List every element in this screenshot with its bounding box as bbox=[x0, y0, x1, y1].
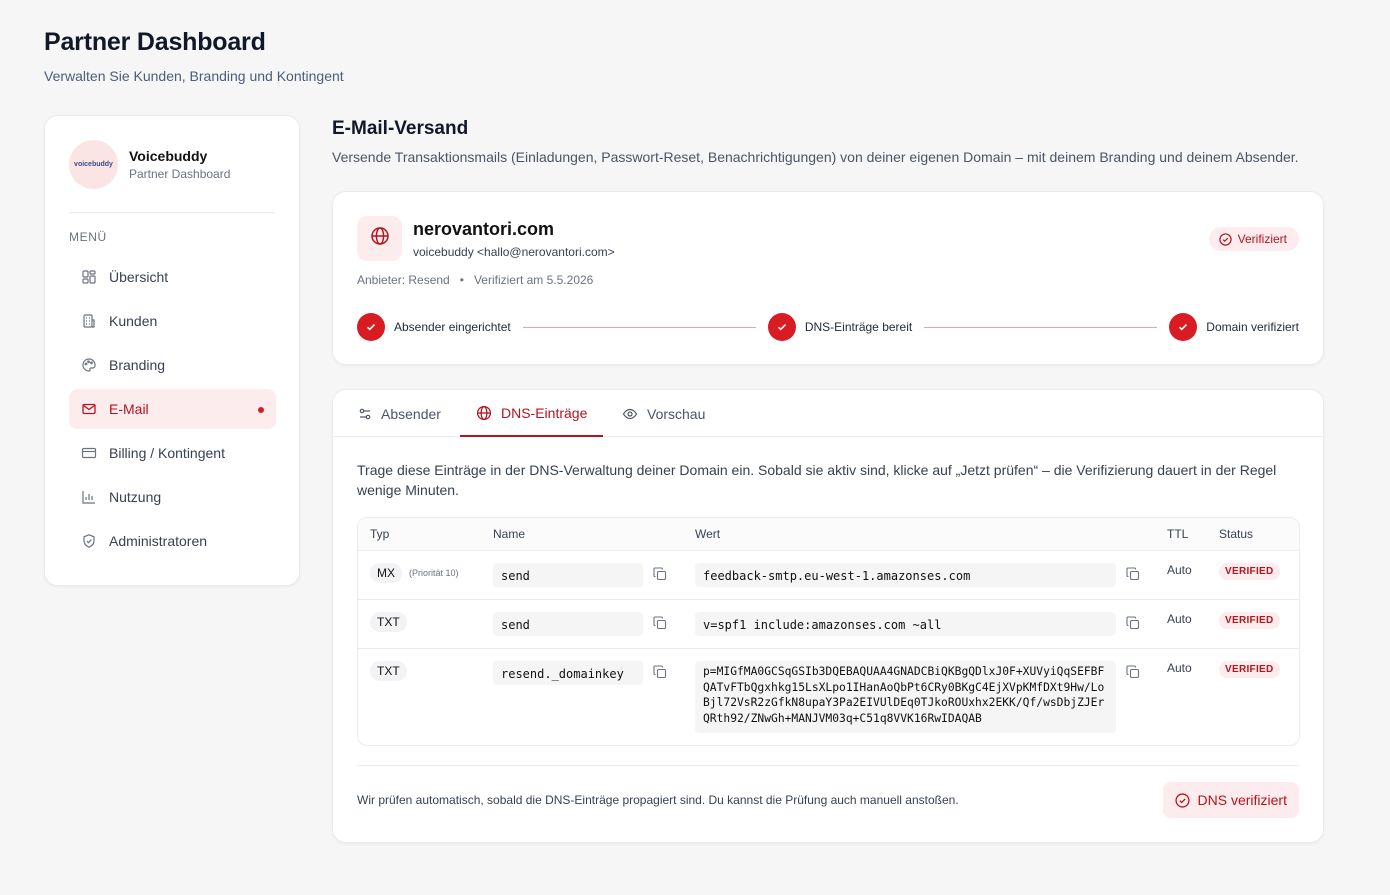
check-circle-icon bbox=[1219, 233, 1232, 246]
bar-chart-icon bbox=[81, 489, 97, 505]
step-label: DNS-Einträge bereit bbox=[804, 320, 913, 334]
record-priority: (Priorität 10) bbox=[409, 568, 459, 578]
step-connector bbox=[523, 327, 756, 328]
record-type: MX bbox=[370, 563, 402, 583]
status-badge-label: Verifiziert bbox=[1237, 232, 1287, 246]
sidebar-item-email[interactable] bbox=[69, 389, 276, 429]
copy-icon[interactable] bbox=[1126, 665, 1140, 679]
record-value-field[interactable]: v=spf1 include:amazonses.com ~all bbox=[695, 612, 1116, 636]
step-label: Absender eingerichtet bbox=[394, 320, 511, 334]
check-icon bbox=[357, 313, 385, 341]
step-dns bbox=[768, 313, 912, 341]
table-row bbox=[358, 649, 1299, 746]
dns-instructions: Trage diese Einträge in der DNS-Verwaltung deiner Domain ein. Sobald sie aktiv sind, klicke auf „Jetzt prüfen“ – die Verifizierung dauert in der Regel wenige Minuten. bbox=[357, 462, 1277, 498]
record-name-field[interactable]: send bbox=[493, 563, 643, 587]
step-domain bbox=[1169, 313, 1299, 341]
footer-divider bbox=[357, 765, 1299, 766]
record-type: TXT bbox=[370, 612, 407, 632]
step-label: Domain verifiziert bbox=[1206, 320, 1299, 334]
tab-absender[interactable] bbox=[342, 390, 457, 437]
record-value-field[interactable]: feedback-smtp.eu-west-1.amazonses.com bbox=[695, 563, 1116, 587]
domain-card bbox=[332, 191, 1324, 365]
column-header-value: Wert bbox=[695, 527, 721, 541]
domain-name: nerovantori.com bbox=[413, 219, 555, 239]
copy-icon[interactable] bbox=[653, 567, 667, 581]
sidebar-item-label: Übersicht bbox=[109, 269, 169, 285]
sidebar-item-label: Nutzung bbox=[109, 489, 162, 505]
sidebar-item-label: Billing / Kontingent bbox=[109, 445, 225, 461]
record-ttl: Auto bbox=[1167, 563, 1192, 577]
column-header-name: Name bbox=[493, 527, 526, 541]
sidebar-item-kunden[interactable] bbox=[69, 301, 276, 341]
sliders-icon bbox=[358, 407, 372, 421]
page-title: Partner Dashboard bbox=[44, 28, 266, 56]
active-indicator-dot bbox=[258, 407, 264, 413]
page-subtitle: Verwalten Sie Kunden, Branding und Kontingent bbox=[44, 68, 344, 84]
domain-meta bbox=[357, 273, 593, 287]
palette-icon bbox=[81, 357, 97, 373]
shield-check-icon bbox=[81, 533, 97, 549]
page-header bbox=[44, 28, 344, 84]
footer-note: Wir prüfen automatisch, sobald die DNS-Einträge propagiert sind. Du kannst die Prüfung auch manuell anstoßen. bbox=[357, 793, 959, 807]
sidebar-item-label: Administratoren bbox=[109, 533, 208, 549]
sidebar-item-label: Branding bbox=[109, 357, 166, 373]
dns-verify-button[interactable] bbox=[1163, 782, 1299, 818]
record-name-field[interactable]: resend._domainkey bbox=[493, 661, 643, 685]
tab-dns-eintraege[interactable] bbox=[460, 390, 603, 437]
record-status-badge: VERIFIED bbox=[1219, 661, 1280, 678]
sidebar-item-nutzung[interactable] bbox=[69, 477, 276, 517]
setup-progress bbox=[357, 313, 1299, 341]
check-icon bbox=[768, 313, 796, 341]
tab-label: DNS-Einträge bbox=[501, 404, 588, 421]
step-absender bbox=[357, 313, 511, 341]
dns-card bbox=[332, 389, 1324, 843]
meta-separator: • bbox=[459, 273, 464, 287]
sidebar bbox=[44, 115, 300, 586]
brand-name: Voicebuddy bbox=[129, 148, 208, 164]
record-status-badge: VERIFIED bbox=[1219, 612, 1280, 629]
table-row bbox=[358, 600, 1299, 649]
sidebar-divider bbox=[69, 212, 275, 213]
copy-icon[interactable] bbox=[653, 665, 667, 679]
column-header-status: Status bbox=[1219, 527, 1254, 541]
tab-label: Absender bbox=[381, 405, 441, 422]
copy-icon[interactable] bbox=[653, 616, 667, 630]
sidebar-item-label: E-Mail bbox=[109, 401, 149, 417]
sidebar-item-administratoren[interactable] bbox=[69, 521, 276, 561]
record-name-field[interactable]: send bbox=[493, 612, 643, 636]
sidebar-item-label: Kunden bbox=[109, 313, 158, 329]
domain-sender: voicebuddy <hallo@nerovantori.com> bbox=[413, 245, 615, 259]
brand-subtitle: Partner Dashboard bbox=[129, 167, 231, 181]
section-description: Versende Transaktionsmails (Einladungen, Passwort-Reset, Benachrichtigungen) von deiner eigenen Domain – mit deinem Branding und deinem Absender. bbox=[332, 149, 1299, 165]
provider-label: Anbieter: Resend bbox=[357, 273, 450, 287]
check-circle-icon bbox=[1175, 793, 1190, 808]
menu-label: MENÜ bbox=[69, 230, 107, 244]
record-ttl: Auto bbox=[1167, 612, 1192, 626]
sidebar-menu bbox=[69, 257, 276, 565]
brand[interactable] bbox=[69, 140, 230, 189]
step-connector bbox=[924, 327, 1157, 328]
copy-icon[interactable] bbox=[1126, 567, 1140, 581]
brand-avatar: voicebuddy bbox=[69, 140, 118, 189]
record-status-badge: VERIFIED bbox=[1219, 563, 1280, 580]
status-badge bbox=[1209, 227, 1299, 251]
credit-card-icon bbox=[81, 445, 97, 461]
record-value-field[interactable]: p=MIGfMA0GCSqGSIb3DQEBAQUAA4GNADCBiQKBgQDlxJ0F+XUVyiQqSEFBFQATvFTbQgxhkg15LsXLpo1IHanAoQbPt6CRy0BKgC4EjXVpKMfDXt9Hw/LoBjl72VsR2zGfkN8upaY3Pa2EIVUlDEq0TJkoROUxhx2EKK/Qf/wsDbjZJErQRth92/ZNwGh+MANJVM03q+C51q8VVK16RwIDAQAB bbox=[695, 661, 1116, 733]
table-header bbox=[358, 518, 1299, 551]
domain-icon-box bbox=[357, 216, 402, 261]
sidebar-item-uebersicht[interactable] bbox=[69, 257, 276, 297]
column-header-ttl: TTL bbox=[1167, 527, 1189, 541]
grid-icon bbox=[81, 269, 97, 285]
tab-label: Vorschau bbox=[647, 405, 706, 422]
section-title: E-Mail-Versand bbox=[332, 118, 469, 139]
record-ttl: Auto bbox=[1167, 661, 1192, 675]
dns-records-table bbox=[357, 517, 1300, 746]
eye-icon bbox=[622, 406, 638, 422]
tab-bar bbox=[333, 390, 1323, 437]
copy-icon[interactable] bbox=[1126, 616, 1140, 630]
dns-verify-button-label: DNS verifiziert bbox=[1197, 792, 1287, 808]
mail-icon bbox=[81, 401, 97, 417]
sidebar-item-billing[interactable] bbox=[69, 433, 276, 473]
globe-icon bbox=[476, 405, 492, 421]
check-icon bbox=[1169, 313, 1197, 341]
building-icon bbox=[81, 313, 97, 329]
sidebar-item-branding[interactable] bbox=[69, 345, 276, 385]
tab-vorschau[interactable] bbox=[606, 390, 721, 437]
table-row bbox=[358, 551, 1299, 600]
verified-date: Verifiziert am 5.5.2026 bbox=[473, 273, 594, 287]
globe-icon bbox=[370, 226, 390, 251]
column-header-type: Typ bbox=[370, 527, 390, 541]
record-type: TXT bbox=[370, 661, 407, 681]
